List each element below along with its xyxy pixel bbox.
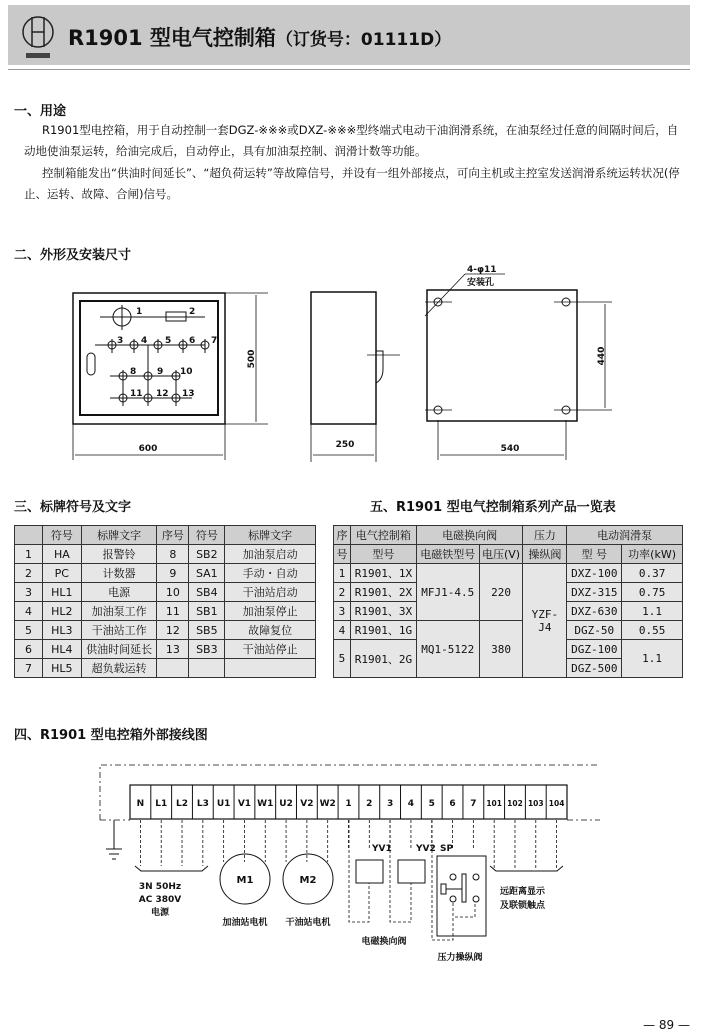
cell: R1901、2X bbox=[350, 583, 416, 602]
hole-spec: 4-φ11 bbox=[467, 265, 497, 275]
cell: 干油站停止 bbox=[225, 640, 316, 659]
cell: SA1 bbox=[189, 564, 225, 583]
th-press: 压力 bbox=[523, 526, 567, 545]
panel-number: 12 bbox=[156, 389, 169, 399]
cell bbox=[189, 659, 225, 678]
th-box-2: 型号 bbox=[350, 545, 416, 564]
cell: 报警铃 bbox=[81, 545, 157, 564]
section2-heading: 二、外形及安装尺寸 bbox=[14, 248, 132, 263]
th-power: 功率(kW) bbox=[622, 545, 683, 564]
panel-number: 4 bbox=[141, 336, 148, 346]
terminal-label: N bbox=[136, 799, 145, 809]
cell: 4 bbox=[334, 621, 351, 640]
cell: DXZ-315 bbox=[567, 583, 622, 602]
table-row bbox=[15, 621, 316, 640]
cell: PC bbox=[42, 564, 81, 583]
panel-number: 3 bbox=[117, 336, 124, 346]
cell: HL4 bbox=[42, 640, 81, 659]
cell: SB5 bbox=[189, 621, 225, 640]
table-row bbox=[15, 545, 316, 564]
panel-number: 10 bbox=[180, 367, 193, 377]
table-row bbox=[15, 602, 316, 621]
cell: 3 bbox=[15, 583, 43, 602]
th-seq: 序 bbox=[334, 526, 351, 545]
cell: 符号 bbox=[189, 526, 225, 545]
terminal-label: 6 bbox=[449, 799, 456, 809]
th-pump-model: 型 号 bbox=[567, 545, 622, 564]
cell: 供油时间延长 bbox=[81, 640, 157, 659]
cell: 9 bbox=[157, 564, 189, 583]
cell bbox=[157, 659, 189, 678]
panel-number: 9 bbox=[157, 367, 164, 377]
cell: 2 bbox=[334, 583, 351, 602]
section1-heading: 一、用途 bbox=[14, 104, 67, 119]
cell: SB2 bbox=[189, 545, 225, 564]
terminal-label: 7 bbox=[470, 799, 477, 809]
panel-number: 6 bbox=[189, 336, 196, 346]
terminal-label: V1 bbox=[237, 799, 252, 809]
cell: HL5 bbox=[42, 659, 81, 678]
th-voltage: 电压(V) bbox=[479, 545, 523, 564]
terminal-label: 2 bbox=[366, 799, 373, 809]
cell: 手动・自动 bbox=[225, 564, 316, 583]
dim-height: 500 bbox=[247, 349, 257, 369]
panel-number: 1 bbox=[136, 307, 143, 317]
cell: DGZ-50 bbox=[567, 621, 622, 640]
nameplate-table bbox=[14, 525, 316, 678]
cell: 干油站工作 bbox=[81, 621, 157, 640]
cell: 故障复位 bbox=[225, 621, 316, 640]
para1-text: R1901型电控箱，用于自动控制一套DGZ-※※※或DXZ-※※※型终端式电动干油润滑系统，在油泵经过任意的间隔时间后，自动地使油泵运转，给油完成后，自动停止，具有加油泵控制、润滑计数等功能。 bbox=[24, 123, 679, 158]
th-seq-2: 号 bbox=[334, 545, 351, 564]
cell: 序号 bbox=[157, 526, 189, 545]
cell: 超负载运转 bbox=[81, 659, 157, 678]
cell: SB1 bbox=[189, 602, 225, 621]
section3-heading: 三、标牌符号及文字 bbox=[14, 500, 132, 515]
terminal-label: 5 bbox=[428, 799, 435, 809]
cell: 8 bbox=[157, 545, 189, 564]
cell bbox=[225, 659, 316, 678]
cell: DGZ-100 bbox=[567, 640, 622, 659]
hole-label: 安装孔 bbox=[467, 278, 495, 288]
cell: 干油站启动 bbox=[225, 583, 316, 602]
cell: DGZ-500 bbox=[567, 659, 622, 678]
table-row bbox=[15, 583, 316, 602]
table-row bbox=[15, 564, 316, 583]
table-row bbox=[334, 621, 683, 640]
cell: 1 bbox=[334, 564, 351, 583]
motor-m1: M1 bbox=[236, 875, 254, 886]
cell: 11 bbox=[157, 602, 189, 621]
cell: HA bbox=[42, 545, 81, 564]
cell: DXZ-630 bbox=[567, 602, 622, 621]
panel-number: 7 bbox=[211, 336, 218, 346]
table-row bbox=[15, 640, 316, 659]
cell: 4 bbox=[15, 602, 43, 621]
th-magnet: 电磁铁型号 bbox=[416, 545, 479, 564]
cell: 0.75 bbox=[622, 583, 683, 602]
cell: 计数器 bbox=[81, 564, 157, 583]
cell: 加油泵启动 bbox=[225, 545, 316, 564]
cell: 电源 bbox=[81, 583, 157, 602]
cell: 加油泵停止 bbox=[225, 602, 316, 621]
yv1-label: YV1 bbox=[372, 844, 392, 854]
yv2-label: YV2 bbox=[416, 844, 436, 854]
table-row bbox=[15, 526, 316, 545]
cell: HL1 bbox=[42, 583, 81, 602]
remote-label-1: 远距离显示 bbox=[500, 887, 546, 897]
cell: 10 bbox=[157, 583, 189, 602]
th-valve: 电磁换向阀 bbox=[416, 526, 523, 545]
cell: 0.55 bbox=[622, 621, 683, 640]
cell: 加油泵工作 bbox=[81, 602, 157, 621]
dim-depth: 250 bbox=[335, 440, 355, 450]
cell-press-valve bbox=[523, 564, 567, 678]
terminal-label: V2 bbox=[300, 799, 314, 809]
cell: 13 bbox=[157, 640, 189, 659]
title-text: R1901 型电气控制箱 bbox=[68, 26, 276, 50]
cell: HL3 bbox=[42, 621, 81, 640]
terminal-label: L3 bbox=[196, 799, 209, 809]
th-pump: 电动润滑泵 bbox=[567, 526, 683, 545]
terminal-label: W2 bbox=[319, 799, 336, 809]
terminal-label: L1 bbox=[155, 799, 168, 809]
terminal-label: 103 bbox=[527, 799, 544, 808]
power-spec-2: AC 380V bbox=[138, 895, 182, 905]
cell: 5 bbox=[15, 621, 43, 640]
side-view-drawing bbox=[311, 292, 400, 462]
cell: 380 bbox=[479, 621, 523, 678]
page-number: — 89 — bbox=[643, 1018, 690, 1032]
press-valve-2: J4 bbox=[538, 620, 552, 634]
cell: 5 bbox=[334, 640, 351, 678]
dim-mount-width: 540 bbox=[500, 444, 520, 454]
cell: 1.1 bbox=[622, 640, 683, 678]
terminal-label: L2 bbox=[176, 799, 189, 809]
pressure-valve-label: 压力操纵阀 bbox=[437, 953, 483, 963]
cell bbox=[15, 526, 43, 545]
power-label: 电源 bbox=[150, 908, 170, 918]
cell: MFJ1-4.5 bbox=[416, 564, 479, 621]
mounting-view-drawing bbox=[425, 274, 612, 460]
product-series-table bbox=[333, 525, 683, 678]
cell: R1901、1X bbox=[350, 564, 416, 583]
terminal-label: 3 bbox=[386, 799, 394, 809]
valve-label: 电磁换向阀 bbox=[361, 937, 407, 947]
terminal-label: U1 bbox=[216, 799, 231, 809]
cell: DXZ-100 bbox=[567, 564, 622, 583]
th-box: 电气控制箱 bbox=[350, 526, 416, 545]
section4-heading: 四、R1901 型电控箱外部接线图 bbox=[14, 728, 208, 743]
press-valve-1: YZF- bbox=[531, 607, 559, 621]
remote-label-2: 及联锁触点 bbox=[500, 901, 546, 911]
cell: 2 bbox=[15, 564, 43, 583]
cell: SB4 bbox=[189, 583, 225, 602]
cell: 7 bbox=[15, 659, 43, 678]
motor-m2-label: 干油站电机 bbox=[285, 918, 331, 928]
cell: 标牌文字 bbox=[81, 526, 157, 545]
terminal-label: 101 bbox=[486, 799, 502, 808]
cell: HL2 bbox=[42, 602, 81, 621]
terminal-label: W1 bbox=[257, 799, 274, 809]
table-row bbox=[334, 564, 683, 583]
terminal-label: 1 bbox=[345, 799, 352, 809]
cell: 1.1 bbox=[622, 602, 683, 621]
cell: 3 bbox=[334, 602, 351, 621]
panel-number: 2 bbox=[189, 307, 196, 317]
order-number: （订货号：01111D） bbox=[275, 30, 452, 50]
table-row bbox=[15, 659, 316, 678]
section5-heading: 五、R1901 型电气控制箱系列产品一览表 bbox=[370, 500, 616, 515]
cell: 12 bbox=[157, 621, 189, 640]
motor-m1-label: 加油站电机 bbox=[222, 918, 268, 928]
power-spec-1: 3N 50Hz bbox=[138, 882, 182, 892]
cell: 符号 bbox=[42, 526, 81, 545]
th-press-2: 操纵阀 bbox=[523, 545, 567, 564]
cell: 6 bbox=[15, 640, 43, 659]
sp-label: SP bbox=[440, 844, 454, 854]
cell: SB3 bbox=[189, 640, 225, 659]
panel-number: 11 bbox=[130, 389, 143, 399]
cell: 标牌文字 bbox=[225, 526, 316, 545]
panel-number: 13 bbox=[182, 389, 195, 399]
cell: 1 bbox=[15, 545, 43, 564]
dim-width: 600 bbox=[138, 444, 158, 454]
motor-m2: M2 bbox=[299, 875, 317, 886]
cell: 220 bbox=[479, 564, 523, 621]
terminal-label: 4 bbox=[407, 799, 415, 809]
terminal-label: 102 bbox=[507, 799, 523, 808]
dim-mount-height: 440 bbox=[597, 346, 607, 366]
cell: 0.37 bbox=[622, 564, 683, 583]
wiring-diagram bbox=[100, 765, 600, 940]
panel-number: 5 bbox=[165, 336, 172, 346]
terminal-label: U2 bbox=[279, 799, 293, 809]
panel-number: 8 bbox=[130, 367, 137, 377]
cell: R1901、2G bbox=[350, 640, 416, 678]
cell: MQ1-5122 bbox=[416, 621, 479, 678]
front-view-drawing bbox=[73, 293, 268, 460]
para2-text: 控制箱能发出“供油时间延长”、“超负荷运转”等故障信号，并设有一组外部接点，可向主机或主控室发送润滑系统运转状况(停止、运转、故障、合闸)信号。 bbox=[24, 166, 680, 201]
cell: R1901、3X bbox=[350, 602, 416, 621]
cell: R1901、1G bbox=[350, 621, 416, 640]
terminal-label: 104 bbox=[548, 799, 565, 808]
